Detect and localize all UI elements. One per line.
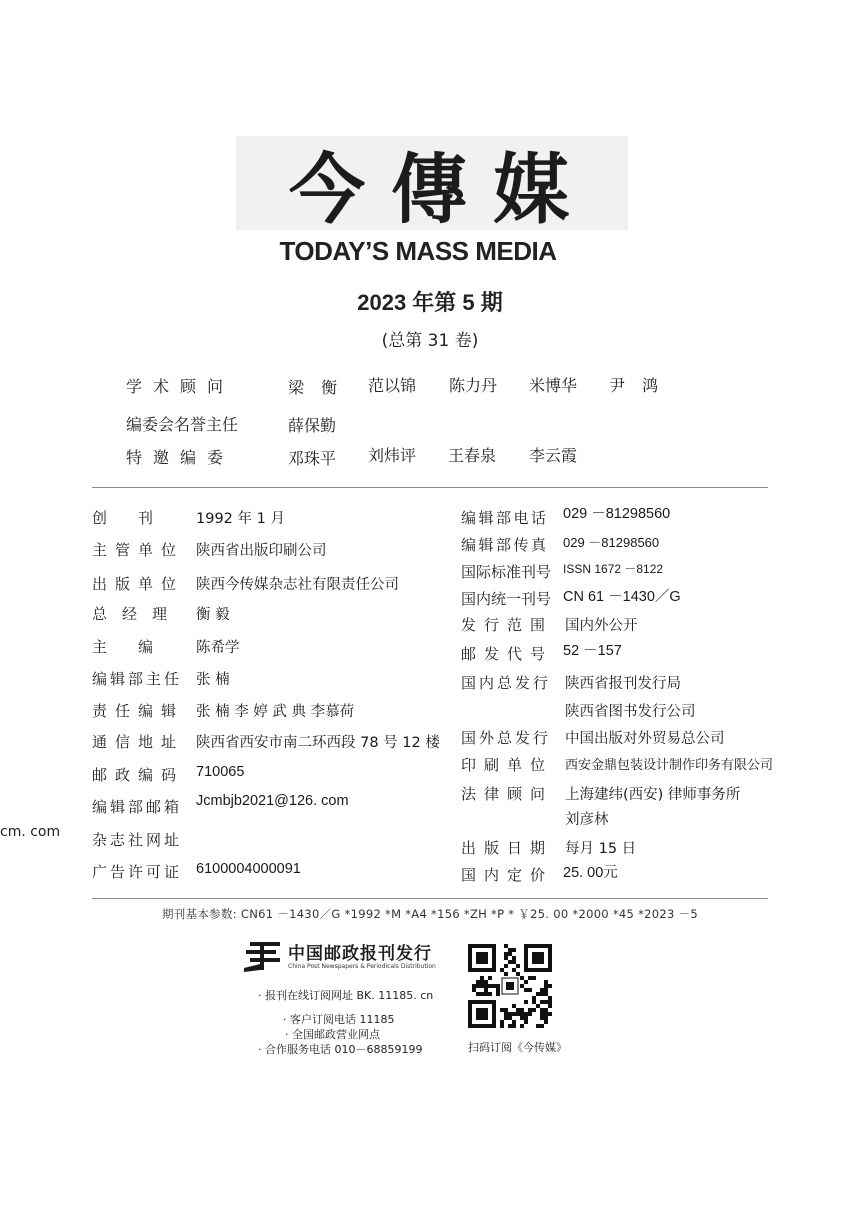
info-value: 张 楠 [196,672,230,688]
china-post-logo-text: 中国邮政报刊发行 [288,944,432,964]
subscription-info-line: · 报刊在线订阅网址 BK. 11185. cn [258,989,434,1002]
advisor-name: 陈力丹 [449,376,498,395]
qr-code-icon[interactable] [468,944,552,1028]
info-label: 印刷单位 [461,756,554,774]
info-label: 编辑部主任 [92,670,183,688]
info-label: 责任编辑 [92,702,185,720]
info-label: 国内总发行 [461,674,552,692]
info-value: 52 －157 [563,643,622,659]
info-label: 编辑部传真 [461,536,549,554]
info-value: 国内外公开 [565,618,638,634]
info-label: 主编 [92,638,185,656]
advisor-name: 米博华 [529,376,578,395]
info-value: 陕西省西安市南二环西段 78 号 12 楼 [196,735,440,751]
info-value: 陕西省图书发行公司 [565,704,696,720]
info-label: 编辑部电话 [461,509,549,527]
qr-code-graphic [468,944,552,1028]
info-label: 国内统一刊号 [461,590,552,608]
info-label: 邮政编码 [92,766,185,784]
qr-caption: 扫码订阅《今传媒》 [468,1041,567,1054]
info-value: 上海建纬(西安) 律师事务所 [565,787,741,803]
volume-number: (总第 31 卷) [381,331,479,351]
info-value: 6100004000091 [196,861,301,877]
info-label: 主管单位 [92,541,185,559]
info-value: 陕西今传媒杂志社有限责任公司 [196,577,399,593]
info-value: ISSN 1672 －8122 [563,562,664,576]
info-label: 杂志社网址 [92,831,183,849]
divider [92,487,768,488]
info-label: 编辑部邮箱 [92,798,183,816]
subscription-info-line: · 合作服务电话 010－68859199 [258,1043,423,1056]
info-label: 通信地址 [92,733,185,751]
masthead-logo: 今傳媒 [236,136,628,230]
china-post-logo-subtitle: China Post Newspapers & Periodicals Distribution [288,963,436,970]
info-value: 陕西省报刊发行局 [565,676,681,692]
info-value: 1992 年 1 月 [196,511,285,527]
honorary-label: 编委会名誉主任 [126,415,239,434]
honorary-name: 薛保勤 [288,416,337,435]
info-value: 029 －81298560 [563,535,660,550]
info-label: 创刊 [92,509,185,527]
info-value: Jcmbjb2021@126. com [196,793,349,809]
info-label: 广告许可证 [92,863,183,881]
info-label: 出版日期 [461,839,554,857]
advisors-label: 学术顾问 [126,377,235,396]
info-label: 国外总发行 [461,729,552,747]
divider [92,898,768,899]
china-post-emblem-icon [244,938,284,974]
info-label: 发行范围 [461,616,554,634]
info-value: CN 61 －1430／G [563,589,681,605]
special-editor-name: 王春泉 [448,446,497,465]
info-value: 陈希学 [196,640,240,656]
special-editor-name: 李云霞 [529,446,578,465]
info-label: 国内定价 [461,866,554,884]
cropped-url-fragment: cm. com [0,824,61,840]
info-label: 邮发代号 [461,645,554,663]
info-value: 中国出版对外贸易总公司 [565,731,725,747]
advisor-name: 范以锦 [368,376,417,395]
special-editor-name: 刘炜评 [368,446,417,465]
special-editor-name: 邓珠平 [288,449,337,468]
info-value: 衡 毅 [196,607,230,623]
info-value: 每月 15 日 [565,841,637,857]
special-editors-label: 特邀编委 [126,448,235,467]
issue-number: 2023 年第 5 期 [357,290,503,315]
advisor-name: 尹 鸿 [609,376,665,395]
info-label: 总经理 [92,605,183,623]
info-value: 029 －81298560 [563,506,671,522]
advisor-name: 梁 衡 [288,378,344,397]
china-post-logo [244,936,436,976]
info-label: 出版单位 [92,575,185,593]
subscription-info-line: · 客户订阅电话 11185 [283,1013,395,1026]
info-value: 刘彦林 [565,812,609,828]
info-value: 陕西省出版印刷公司 [196,543,327,559]
english-title: TODAY’S MASS MEDIA [279,236,557,266]
info-value: 710065 [196,764,245,780]
info-value: 西安金鼎包装设计制作印务有限公司 [565,758,774,773]
info-value: 25. 00元 [563,865,618,881]
subscription-info-line: · 全国邮政营业网点 [285,1028,380,1041]
info-label: 法律顾问 [461,785,554,803]
journal-parameters: 期刊基本参数: CN61 －1430／G *1992 *M *A4 *156 *ZH *P * ￥25. 00 *2000 *45 *2023 －5 [161,907,699,921]
info-label: 国际标准刊号 [461,563,552,581]
info-value: 张 楠 李 婷 武 典 李慕荷 [196,704,355,720]
